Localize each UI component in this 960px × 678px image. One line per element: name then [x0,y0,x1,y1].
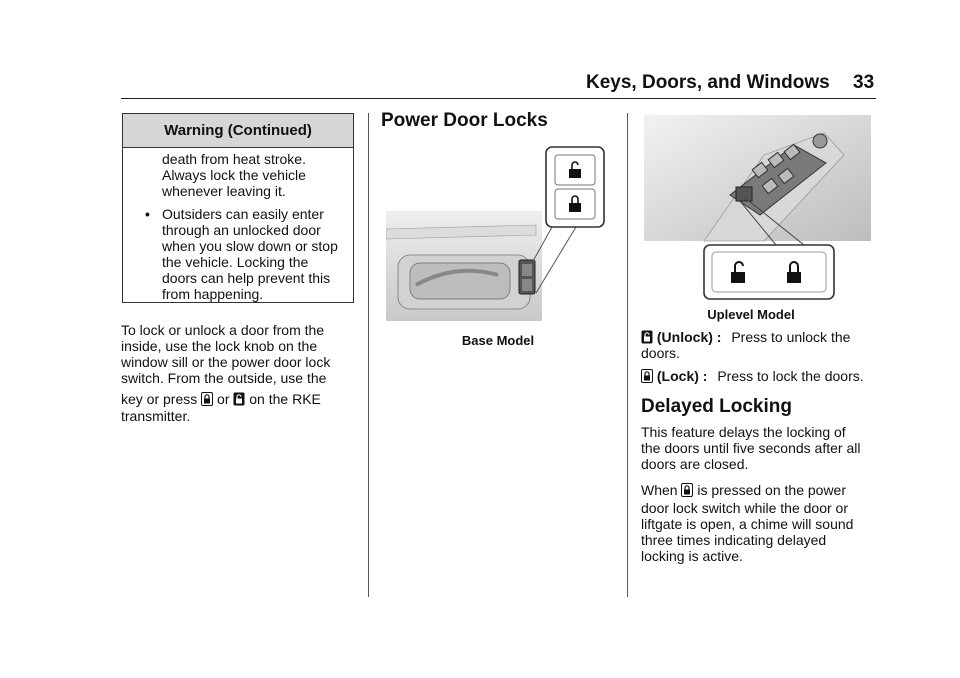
base-model-figure [386,145,610,325]
unlock-definition-cont: doors. [641,345,680,361]
unlock-definition: (Unlock) : Press to unlock the [641,329,850,345]
uplevel-model-figure [644,115,871,303]
lock-icon [201,392,213,406]
unlock-icon [641,330,653,344]
warning-bullet: • [145,206,150,222]
delayed-locking-para: This feature delays the locking of the doors until five seconds after all doors are closed. [641,424,861,472]
unlock-icon [233,392,245,406]
page-header-section: Keys, Doors, and Windows [586,72,830,93]
lock-icon [681,483,693,497]
power-door-locks-heading: Power Door Locks [381,110,548,131]
lock-instructions-text: To lock or unlock a door from the inside, use the lock knob on the window sill or the power door lock switch. From the outside, use the [121,322,331,386]
warning-continued-text: death from heat stroke. Always lock the vehicle whenever leaving it. [162,151,306,199]
uplevel-model-caption: Uplevel Model [707,307,795,322]
column-divider-right [627,113,628,597]
warning-title: Warning (Continued) [123,114,353,148]
delayed-locking-para2: door lock switch while the door or liftgate is open, a chime will sound three times indicating delayed locking is active. [641,500,854,564]
key-line-end: transmitter. [121,408,191,424]
page-number: 33 [853,72,875,93]
warning-bullet-text: Outsiders can easily enter through an unlocked door when you slow down or stop the vehicle. Locking the doors can help prevent this from happening. [162,206,338,302]
column-divider-left [368,113,369,597]
lock-definition: (Lock) : Press to lock the doors. [641,368,864,384]
lock-icon [641,369,653,383]
key-line: key or press or on the RKE [121,391,321,407]
delayed-locking-heading: Delayed Locking [641,396,792,417]
when-line: When is pressed on the power [641,482,846,498]
header-rule [121,98,876,99]
base-model-caption: Base Model [461,333,535,348]
